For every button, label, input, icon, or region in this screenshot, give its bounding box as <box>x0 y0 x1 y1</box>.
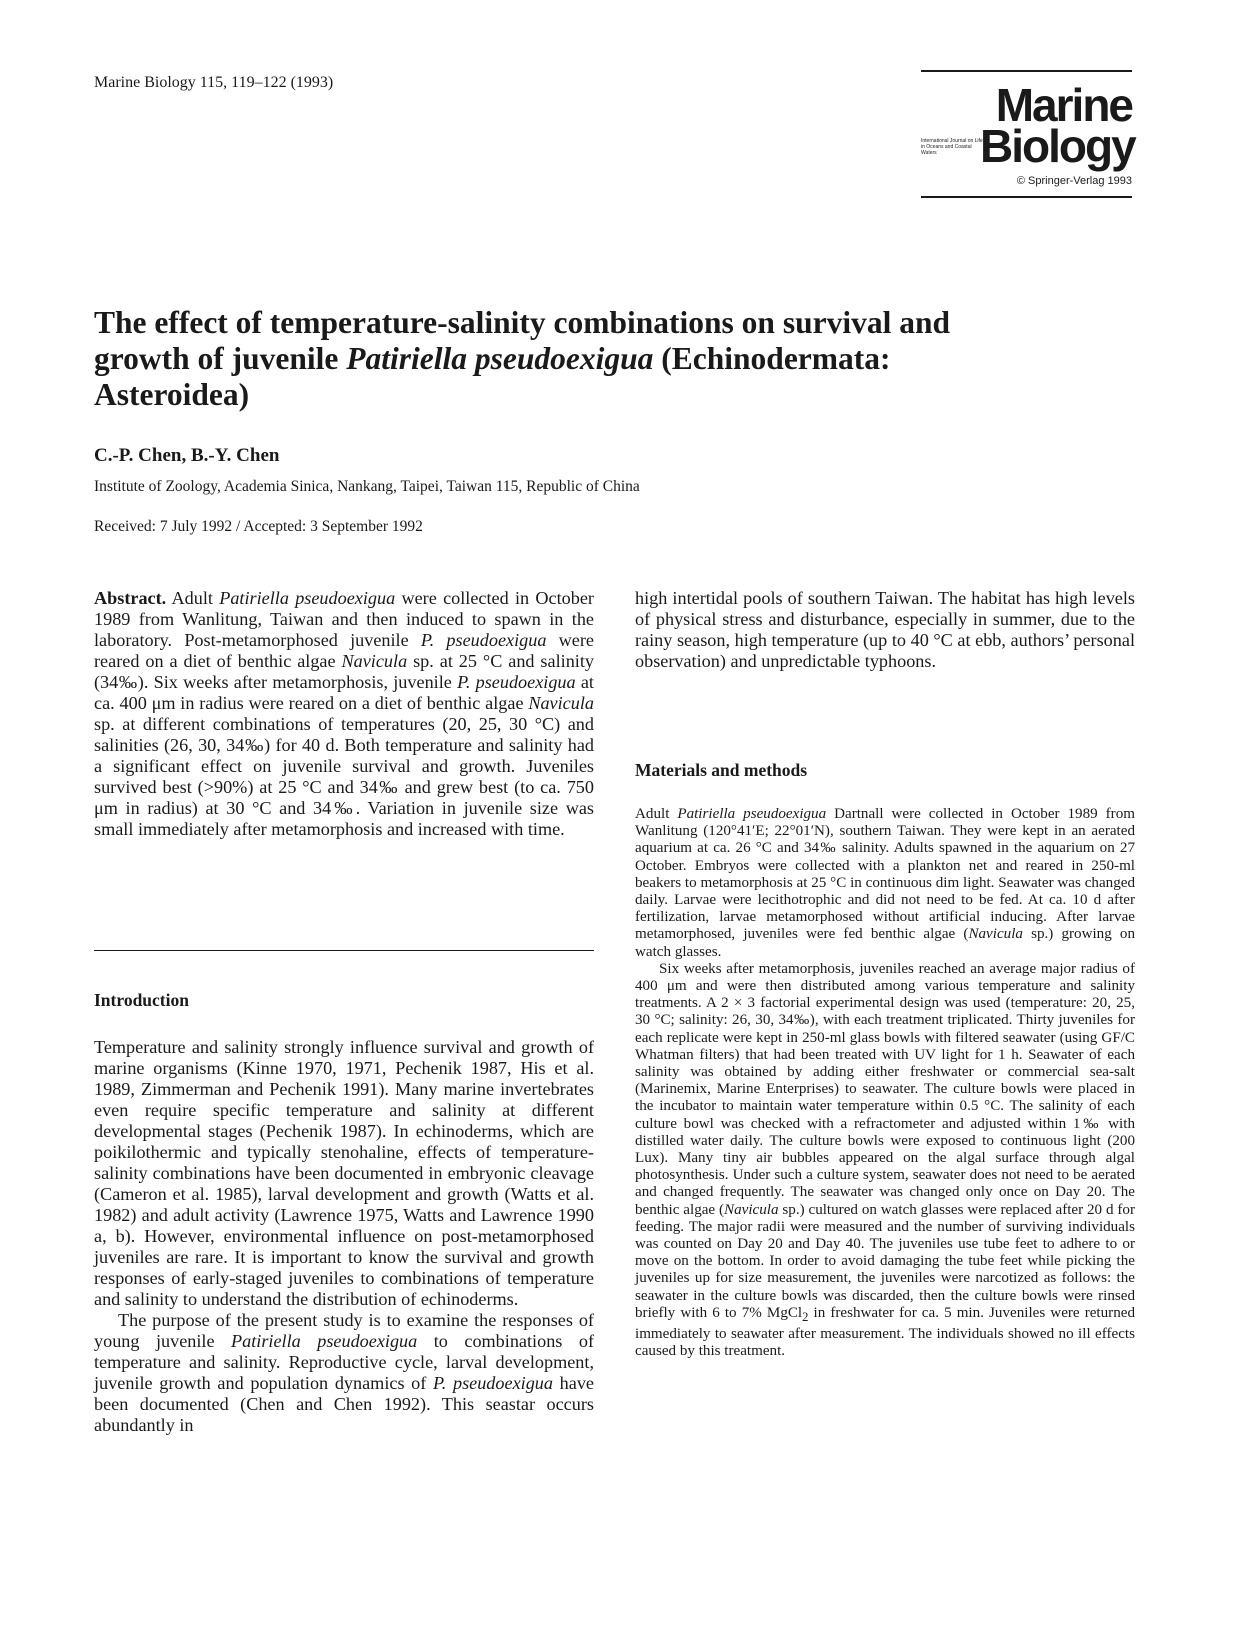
logo-bottom-rule <box>921 196 1132 198</box>
authors: C.-P. Chen, B.-Y. Chen <box>94 445 280 466</box>
methods-paragraph-1: Adult Patiriella pseudoexigua Dartnall were collected in October 1989 from Wanlitung (120°41′E; 22°01′N), southern Taiwan. They were kept in an aerated aquarium at ca. 26 °C and 34‰ salinity. Adults spawned in the aquarium on 27 October. Embryos were collected with a plankton net and reared in 250-ml beakers to metamorphosis at 25 °C in continuous dim light. Seawater was changed daily. Larvae were lecithotrophic and did not need to be fed. At ca. 10 d after fertilization, larvae metamorphosed without artificial inducing. After larvae metamorphosed, juveniles were fed benthic algae (Navicula sp.) growing on watch glasses. <box>635 806 1136 960</box>
article-title: The effect of temperature-salinity combinations on survival and growth of juvenile Patiriella pseudoexigua (Echinodermata: Asteroidea) <box>94 305 950 412</box>
intro-paragraph-1: Temperature and salinity strongly influence survival and growth of marine organisms (Kinne 1970, 1971, Pechenik 1987, His et al. 1989, Zimmerman and Pechenik 1991). Many marine invertebrates even require specific temperature and salinity at different developmental stages (Pechenik 1987). In echinoderms, which are poikilothermic and typically stenohaline, effects of temperature-salinity combinations have been documented in embryonic cleavage (Cameron et al. 1985), larval development and growth (Watts et al. 1982) and adult activity (Lawrence 1975, Watts and Lawrence 1990 a, b). However, environmental influence on post-metamorphosed juveniles are rare. It is important to know the survival and growth responses of early-staged juveniles to combinations of temperature and salinity to understand the distribution of echinoderms. <box>94 1037 594 1309</box>
journal-logo-biology: Biology <box>980 120 1135 172</box>
received-dates: Received: 7 July 1992 / Accepted: 3 September 1992 <box>94 518 423 535</box>
methods-text <box>635 806 1135 1361</box>
title-species: Patiriella pseudoexigua <box>346 341 654 376</box>
intro-continued: high intertidal pools of southern Taiwan. The habitat has high levels of physical stress and disturbance, especially in summer, due to the rainy season, high temperature (up to 40 °C at ebb, authors’ personal observation) and unpredictable typhoons. <box>635 588 1135 671</box>
introduction-text <box>94 1037 594 1436</box>
methods-heading: Materials and methods <box>635 760 808 780</box>
journal-citation: Marine Biology 115, 119–122 (1993) <box>94 74 334 91</box>
logo-top-rule <box>921 70 1132 72</box>
methods-paragraph-2: Six weeks after metamorphosis, juveniles reached an average major radius of 400 μm and were then distributed among various temperature and salinity treatments. A 2 × 3 factorial experimental design was used (temperature: 20, 25, 30 °C; salinity: 26, 30, 34‰), with each treatment triplicated. Thirty juveniles for each replicate were kept in 250-ml glass bowls with filtered seawater (using GF/C Whatman filters) that had been treated with UV light for 1 h. Seawater of each salinity was obtained by adding either freshwater or commercial sea-salt (Marinemix, Marine Enterprises) to seawater. The culture bowls were placed in the incubator to maintain water temperature within 0.5 °C. The salinity of each culture bowl was checked with a refractometer and adjusted within 1‰ with distilled water daily. The culture bowls were exposed to continuous light (200 Lux). Many tiny air bubbles appeared on the algal surface through algal photosynthesis. Under such a culture system, seawater does not need to be aerated and changed frequently. The seawater was changed only once on Day 20. The benthic algae (Navicula sp.) cultured on watch glasses were replaced after 20 d for feeding. The major radii were measured and the number of surviving individuals was counted on Day 20 and Day 40. The juveniles use tube feet to adhere to or move on the bottom. In order to avoid damaging the tube feet while picking the juveniles up for size measurement, the juveniles were narcotized as follows: the seawater in the culture bowls was discarded, then the culture bowls were rinsed briefly with 6 to 7% MgCl$_2$ in freshwater for ca. 5 min. Juveniles were returned immediately to seawater after measurement. The individuals showed no ill effects caused by this treatment. <box>635 960 1135 1360</box>
journal-logo-marine: Marine <box>995 79 1132 131</box>
journal-logo-tagline: International Journal on Life in Oceans and Coastal Waters <box>921 138 983 156</box>
abstract-divider <box>94 950 594 951</box>
intro-paragraph-2: The purpose of the present study is to examine the responses of young juvenile Patiriella pseudoexigua to combinations of temperature and salinity. Reproductive cycle, larval development, juvenile growth and population dynamics of P. pseudoexigua have been documented (Chen and Chen 1992). This seastar occurs abundantly in <box>94 1310 595 1435</box>
abstract-label: Abstract. <box>94 588 167 608</box>
copyright-notice: © Springer-Verlag 1993 <box>1016 175 1132 187</box>
affiliation: Institute of Zoology, Academia Sinica, Nankang, Taipei, Taiwan 115, Republic of China <box>94 478 640 495</box>
abstract: Abstract. Adult Patiriella pseudoexigua were collected in October 1989 from Wanlitung, Taiwan and then induced to spawn in the laboratory. Post-metamorphosed juvenile P. pseudoexigua were reared on a diet of benthic algae Navicula sp. at 25 °C and salinity (34‰). Six weeks after metamorphosis, juvenile P. pseudoexigua at ca. 400 μm in radius were reared on a diet of benthic algae Navicula sp. at different combinations of temperatures (20, 25, 30 °C) and salinities (26, 30, 34‰) for 40 d. Both temperature and salinity had a significant effect on juvenile survival and growth. Juveniles survived best (>90%) at 25 °C and 34‰ and grew best (to ca. 750 μm in radius) at 30 °C and 34‰. Variation in juvenile size was small immediately after metamorphosis and increased with time. <box>94 588 594 839</box>
introduction-heading: Introduction <box>94 990 189 1010</box>
